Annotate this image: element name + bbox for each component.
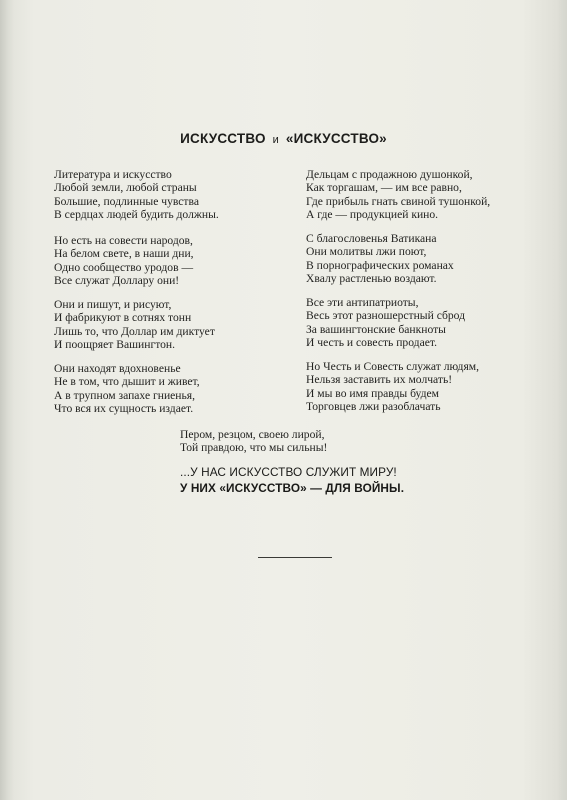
- right-stanza-2: [306, 232, 454, 286]
- right-stanza-3: [306, 296, 465, 350]
- page-right-edge: [557, 0, 567, 800]
- verse-line: Они находят вдохновенье: [54, 362, 181, 375]
- left-stanza-3: [54, 298, 215, 352]
- verse-line: И мы во имя правды будем: [306, 386, 439, 400]
- closing-couplet: [180, 428, 327, 455]
- verse-line: С благословенья Ватикана: [306, 232, 437, 245]
- right-stanza-1: [306, 168, 490, 222]
- verse-line: В порнографических романах: [306, 258, 454, 272]
- left-stanza-1: [54, 168, 219, 222]
- verse-line: И честь и совесть продает.: [306, 336, 437, 350]
- verse-line: Нельзя заставить их молчать!: [306, 373, 453, 387]
- verse-line: Что вся их сущность издает.: [54, 402, 194, 416]
- verse-line: В сердцах людей будить должны.: [54, 208, 219, 222]
- end-divider: [258, 557, 332, 558]
- title-word-2: «ИСКУССТВО»: [285, 131, 387, 146]
- verse-line: Любой земли, любой страны: [54, 181, 197, 195]
- verse-line: Все служат Доллару они!: [54, 274, 180, 288]
- verse-line: Но есть на совести народов,: [54, 234, 193, 247]
- page-binding-edge: [0, 0, 14, 800]
- verse-line: Лишь то, что Доллар им диктует: [54, 324, 215, 338]
- verse-line: Они молитвы лжи поют,: [306, 245, 427, 259]
- poem-title: [0, 131, 567, 146]
- slogan-line-1: ...У НАС ИСКУССТВО СЛУЖИТ МИРУ!: [180, 465, 397, 479]
- verse-line: Дельцам с продажною душонкой,: [306, 168, 473, 181]
- verse-line: Весь этот разношерстный сброд: [306, 309, 466, 323]
- verse-line: За вашингтонские банкноты: [306, 322, 446, 336]
- verse-line: А в трупном запахе гниенья,: [54, 388, 196, 402]
- verse-line: Все эти антипатриоты,: [306, 296, 419, 309]
- verse-line: И поощряет Вашингтон.: [54, 338, 176, 352]
- slogan-line-2: У НИХ «ИСКУССТВО» — ДЛЯ ВОЙНЫ.: [180, 481, 405, 495]
- verse-line: Литература и искусство: [54, 168, 172, 181]
- verse-line: Не в том, что дышит и живет,: [54, 375, 200, 389]
- verse-line: Хвалу растленью воздают.: [306, 272, 437, 286]
- verse-line: Торговцев лжи разоблачать: [306, 400, 441, 414]
- verse-line: А где — продукцией кино.: [306, 208, 439, 222]
- verse-line: Одно сообщество уродов —: [54, 260, 194, 274]
- verse-line: И фабрикуют в сотнях тонн: [54, 311, 192, 325]
- title-conjunction: и: [272, 134, 279, 146]
- left-stanza-2: [54, 234, 194, 288]
- right-stanza-4: [306, 360, 479, 414]
- verse-line: На белом свете, в наши дни,: [54, 247, 194, 261]
- title-word-1: ИСКУССТВО: [180, 131, 266, 146]
- verse-line: Как торгашам, — им все равно,: [306, 181, 462, 195]
- verse-line: Но Честь и Совесть служат людям,: [306, 360, 480, 373]
- verse-line: Той правдою, что мы сильны!: [180, 441, 328, 455]
- verse-line: Пером, резцом, своею лирой,: [180, 428, 325, 441]
- verse-line: Где прибыль гнать свиной тушонкой,: [306, 194, 491, 208]
- verse-line: Большие, подлинные чувства: [54, 194, 199, 208]
- verse-line: Они и пишут, и рисуют,: [54, 298, 172, 311]
- left-stanza-4: [54, 362, 200, 416]
